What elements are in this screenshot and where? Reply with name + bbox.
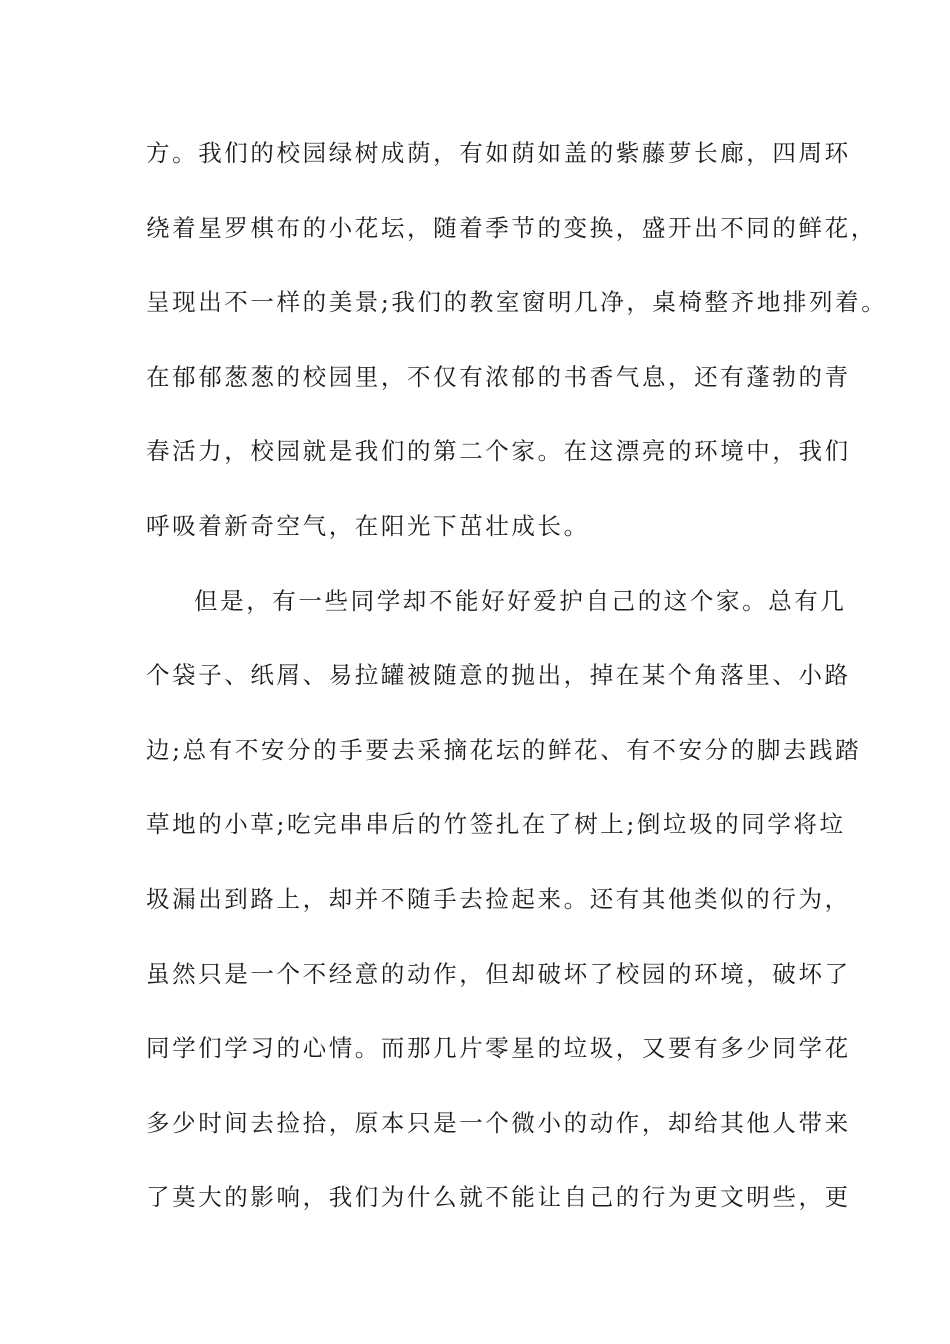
text-line: 方。我们的校园绿树成荫，有如荫如盖的紫藤萝长廊，四周环 [146, 139, 851, 167]
text-line: 圾漏出到路上，却并不随手去捡起来。还有其他类似的行为， [146, 884, 851, 913]
text-line: 虽然只是一个不经意的动作，但却破坏了校园的环境，破坏了 [146, 959, 851, 988]
text-line: 绕着星罗棋布的小花坛，随着季节的变换，盛开出不同的鲜花， [146, 213, 877, 242]
text-line: 边;总有不安分的手要去采摘花坛的鲜花、有不安分的脚去践踏 [146, 735, 862, 764]
text-line: 春活力，校园就是我们的第二个家。在这漂亮的环境中，我们 [146, 437, 851, 466]
text-line: 了莫大的影响，我们为什么就不能让自己的行为更文明些，更 [146, 1183, 851, 1212]
text-line: 个袋子、纸屑、易拉罐被随意的抛出，掉在某个角落里、小路 [146, 661, 851, 690]
text-line: 草地的小草;吃完串串后的竹签扎在了树上;倒垃圾的同学将垃 [146, 810, 846, 839]
text-line: 呈现出不一样的美景;我们的教室窗明几净，桌椅整齐地排列着。 [146, 288, 888, 317]
text-line: 呼吸着新奇空气，在阳光下茁壮成长。 [146, 511, 590, 540]
body-text [146, 130, 888, 1249]
text-line: 多少时间去捡拾，原本只是一个微小的动作，却给其他人带来 [146, 1108, 851, 1137]
paragraph-start-line: 但是，有一些同学却不能好好爱护自己的这个家。总有几 [194, 586, 847, 615]
text-line: 在郁郁葱葱的校园里，不仅有浓郁的书香气息，还有蓬勃的青 [146, 362, 851, 391]
text-line: 同学们学习的心情。而那几片零星的垃圾，又要有多少同学花 [146, 1034, 851, 1063]
